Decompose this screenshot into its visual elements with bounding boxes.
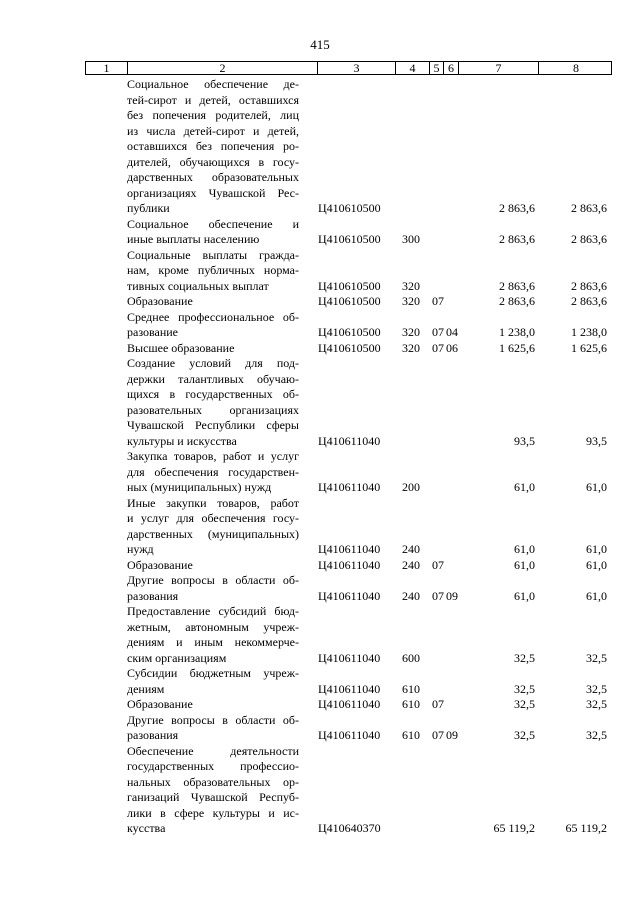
row-type: 320 bbox=[402, 340, 420, 355]
row-description bbox=[127, 217, 299, 248]
row-description bbox=[127, 604, 299, 666]
row-amount-8: 61,0 bbox=[586, 480, 607, 494]
description-line: дениям и иным некоммерче- bbox=[127, 635, 299, 649]
header-col-8: 8 bbox=[573, 61, 579, 75]
table-row bbox=[0, 449, 640, 496]
row-amount-7: 32,5 bbox=[514, 697, 535, 711]
table-row bbox=[0, 248, 640, 295]
row-amount-7: 1 238,0 bbox=[499, 325, 535, 339]
description-line: публики bbox=[127, 201, 170, 215]
description-line: для обеспечения государствен- bbox=[127, 464, 299, 479]
description-line: дарственных (муниципальных) bbox=[127, 526, 299, 541]
description-line: нужд bbox=[127, 542, 154, 556]
description-line: государственных профессио- bbox=[127, 759, 299, 773]
row-description bbox=[127, 294, 299, 310]
row-amount-7: 65 119,2 bbox=[493, 821, 535, 835]
row-type: 320 bbox=[402, 278, 420, 293]
row-amount-8: 61,0 bbox=[586, 588, 607, 603]
row-amount-7: 32,5 bbox=[514, 650, 535, 665]
row-amount-8: 32,5 bbox=[586, 650, 607, 665]
row-amount-8: 1 625,6 bbox=[571, 340, 607, 355]
header-col-6: 6 bbox=[444, 62, 459, 75]
row-description bbox=[127, 573, 299, 604]
row-amount-8: 93,5 bbox=[586, 433, 607, 448]
row-description bbox=[127, 449, 299, 496]
description-line: Субсидии бюджетным учреж- bbox=[127, 666, 299, 680]
table-header bbox=[85, 61, 612, 75]
row-description bbox=[127, 248, 299, 295]
description-line: Другие вопросы в области об- bbox=[127, 573, 299, 587]
description-line: держки талантливых обучаю- bbox=[127, 371, 299, 386]
table-row bbox=[0, 558, 640, 574]
description-line: нам, кроме публичных норма- bbox=[127, 263, 299, 277]
table-row bbox=[0, 666, 640, 697]
row-amount-8: 61,0 bbox=[586, 557, 607, 572]
table-row bbox=[0, 217, 640, 248]
description-line: культуры и искусства bbox=[127, 433, 237, 448]
row-description bbox=[127, 666, 299, 697]
row-amount-8: 2 863,6 bbox=[571, 278, 607, 293]
row-subsection: 09 bbox=[446, 728, 458, 742]
row-code: Ц410611040 bbox=[318, 588, 381, 603]
row-description bbox=[127, 496, 299, 558]
row-amount-7: 32,5 bbox=[514, 728, 535, 742]
description-line: Образование bbox=[127, 294, 193, 308]
row-type: 320 bbox=[402, 294, 420, 308]
table-row bbox=[0, 356, 640, 449]
description-line: Образование bbox=[127, 697, 193, 711]
header-col-5: 5 bbox=[430, 62, 444, 75]
description-line: дарственных образовательных bbox=[127, 170, 299, 184]
description-line: оставшихся без попечения ро- bbox=[127, 139, 299, 153]
description-line: Иные закупки товаров, работ bbox=[127, 495, 299, 510]
row-code: Ц410640370 bbox=[318, 821, 381, 835]
row-type: 240 bbox=[402, 542, 420, 556]
row-code: Ц410610500 bbox=[318, 232, 381, 246]
row-type: 610 bbox=[402, 697, 420, 711]
row-type: 240 bbox=[402, 557, 420, 572]
row-description bbox=[127, 356, 299, 449]
row-type: 600 bbox=[402, 650, 420, 665]
description-line: Высшее образование bbox=[127, 340, 235, 355]
description-line: из числа детей-сирот и детей, bbox=[127, 123, 299, 138]
row-code: Ц410610500 bbox=[318, 325, 381, 339]
row-subsection: 04 bbox=[446, 325, 458, 339]
table-row bbox=[0, 713, 640, 744]
table-row bbox=[0, 341, 640, 357]
row-amount-8: 61,0 bbox=[586, 542, 607, 556]
row-amount-8: 1 238,0 bbox=[571, 325, 607, 339]
row-amount-8: 32,5 bbox=[586, 728, 607, 742]
row-code: Ц410611040 bbox=[318, 697, 381, 711]
row-amount-7: 61,0 bbox=[514, 480, 535, 494]
row-amount-7: 61,0 bbox=[514, 588, 535, 603]
row-type: 200 bbox=[402, 480, 420, 494]
description-line: нальных образовательных ор- bbox=[127, 774, 299, 789]
row-amount-7: 93,5 bbox=[514, 433, 535, 448]
table-row bbox=[0, 310, 640, 341]
description-line: Социальное обеспечение и bbox=[127, 216, 299, 231]
row-description bbox=[127, 558, 299, 574]
table-row bbox=[0, 294, 640, 310]
header-col-7: 7 bbox=[459, 62, 539, 75]
description-line: Социальное обеспечение де- bbox=[127, 77, 299, 91]
description-line: щихся в государственных об- bbox=[127, 387, 299, 401]
row-amount-7: 32,5 bbox=[514, 681, 535, 696]
description-line: жетным, автономным учреж- bbox=[127, 619, 299, 634]
row-code: Ц410611040 bbox=[318, 542, 381, 556]
row-amount-8: 32,5 bbox=[586, 697, 607, 711]
header-col-4: 4 bbox=[396, 62, 430, 75]
row-section: 07 bbox=[432, 728, 444, 742]
description-line: Социальные выплаты гражда- bbox=[127, 247, 299, 262]
header-col-3: 3 bbox=[318, 62, 396, 75]
description-line: Среднее профессиональное об- bbox=[127, 309, 299, 324]
row-section: 07 bbox=[432, 697, 444, 711]
description-line: ных (муниципальных) нужд bbox=[127, 480, 272, 494]
description-line: Создание условий для под- bbox=[127, 356, 299, 370]
row-subsection: 09 bbox=[446, 588, 458, 603]
row-amount-8: 2 863,6 bbox=[571, 201, 607, 215]
row-description bbox=[127, 341, 299, 357]
row-section: 07 bbox=[432, 588, 444, 603]
row-amount-8: 2 863,6 bbox=[571, 232, 607, 246]
row-code: Ц410610500 bbox=[318, 294, 381, 308]
row-type: 610 bbox=[402, 728, 420, 742]
description-line: дителей, обучающихся в госу- bbox=[127, 154, 299, 169]
table-row bbox=[0, 604, 640, 666]
row-amount-7: 2 863,6 bbox=[499, 232, 535, 246]
page-number: 415 bbox=[310, 37, 330, 52]
row-amount-7: 2 863,6 bbox=[499, 294, 535, 308]
table-row bbox=[0, 697, 640, 713]
table-body bbox=[0, 77, 640, 837]
description-line: Закупка товаров, работ и услуг bbox=[127, 449, 299, 463]
description-line: Чувашской Республики сферы bbox=[127, 418, 299, 432]
description-line: ганизаций Чувашской Респуб- bbox=[127, 790, 299, 804]
row-amount-7: 2 863,6 bbox=[499, 278, 535, 293]
row-amount-8: 65 119,2 bbox=[565, 821, 607, 835]
row-type: 320 bbox=[402, 325, 420, 339]
row-code: Ц410611040 bbox=[318, 650, 381, 665]
row-code: Ц410611040 bbox=[318, 480, 381, 494]
row-code: Ц410610500 bbox=[318, 340, 381, 355]
row-amount-7: 2 863,6 bbox=[499, 201, 535, 215]
row-section: 07 bbox=[432, 557, 444, 572]
row-code: Ц410611040 bbox=[318, 557, 381, 572]
row-code: Ц410611040 bbox=[318, 728, 381, 742]
description-line: разования bbox=[127, 728, 179, 742]
row-code: Ц410610500 bbox=[318, 201, 381, 215]
row-section: 07 bbox=[432, 325, 444, 339]
description-line: разовательных организациях bbox=[127, 402, 299, 417]
row-code: Ц410611040 bbox=[318, 433, 381, 448]
row-code: Ц410611040 bbox=[318, 681, 381, 696]
row-section: 07 bbox=[432, 294, 444, 308]
row-description bbox=[127, 713, 299, 744]
header-col-2: 2 bbox=[128, 62, 318, 75]
row-type: 300 bbox=[402, 232, 420, 246]
description-line: и услуг для обеспечения госу- bbox=[127, 511, 299, 525]
description-line: Обеспечение деятельности bbox=[127, 743, 299, 758]
description-line: кусства bbox=[127, 821, 166, 835]
description-line: Образование bbox=[127, 557, 193, 572]
row-amount-8: 32,5 bbox=[586, 681, 607, 696]
row-amount-7: 61,0 bbox=[514, 542, 535, 556]
row-description bbox=[127, 744, 299, 837]
row-type: 240 bbox=[402, 588, 420, 603]
row-amount-7: 61,0 bbox=[514, 557, 535, 572]
row-description bbox=[127, 310, 299, 341]
table-row bbox=[0, 496, 640, 558]
description-line: Предоставление субсидий бюд- bbox=[127, 604, 299, 618]
row-type: 610 bbox=[402, 681, 420, 696]
description-line: тей-сирот и детей, оставшихся bbox=[127, 92, 299, 107]
header-col-1: 1 bbox=[86, 62, 128, 75]
description-line: Другие вопросы в области об- bbox=[127, 712, 299, 727]
row-description bbox=[127, 77, 299, 217]
row-description bbox=[127, 697, 299, 713]
description-line: ским организациям bbox=[127, 650, 227, 665]
row-subsection: 06 bbox=[446, 340, 458, 355]
row-amount-7: 1 625,6 bbox=[499, 340, 535, 355]
table-row bbox=[0, 744, 640, 837]
description-line: тивных социальных выплат bbox=[127, 278, 269, 293]
description-line: иные выплаты населению bbox=[127, 232, 260, 246]
description-line: организациях Чувашской Рес- bbox=[127, 185, 299, 200]
description-line: без попечения родителей, лиц bbox=[127, 108, 299, 122]
table-row bbox=[0, 77, 640, 217]
description-line: разование bbox=[127, 325, 178, 339]
table-row bbox=[0, 573, 640, 604]
description-line: лики в сфере культуры и ис- bbox=[127, 805, 299, 820]
row-amount-8: 2 863,6 bbox=[571, 294, 607, 308]
description-line: разования bbox=[127, 588, 179, 603]
row-code: Ц410610500 bbox=[318, 278, 381, 293]
row-section: 07 bbox=[432, 340, 444, 355]
description-line: дениям bbox=[127, 681, 165, 696]
